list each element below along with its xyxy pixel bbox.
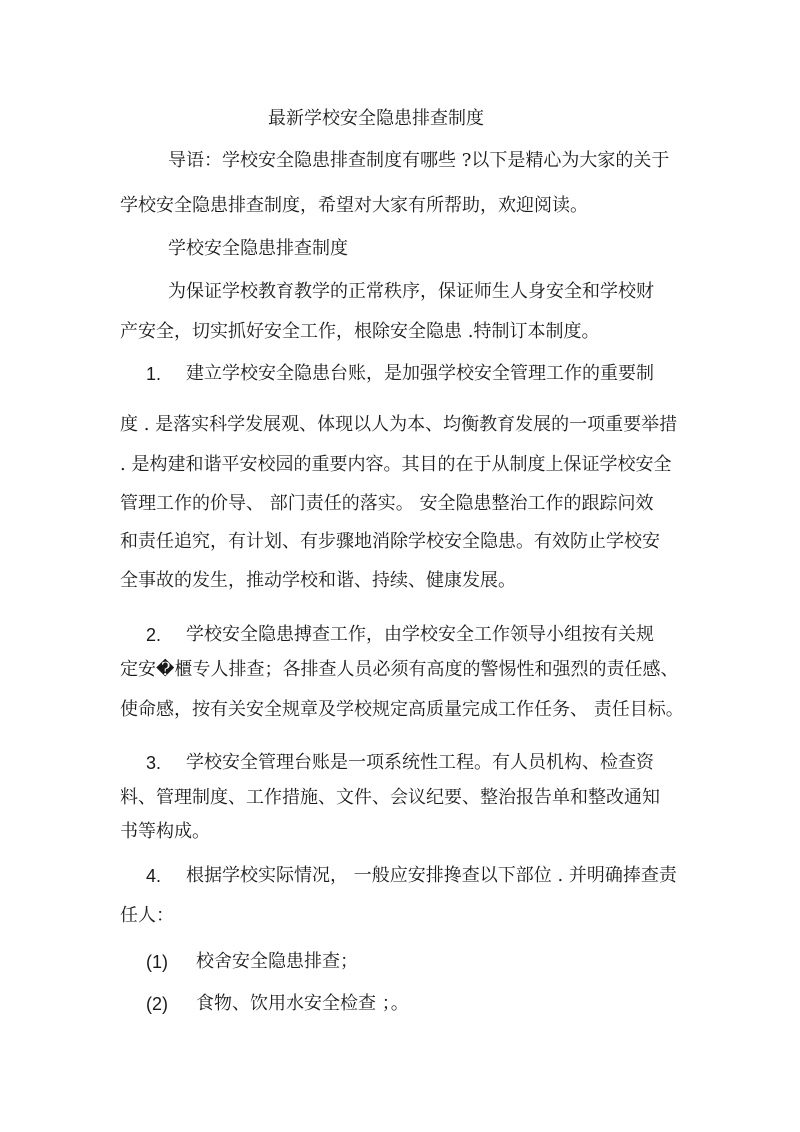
item-4-number: 4. [146,866,162,886]
intro-line-1: 导语：学校安全隐患排查制度有哪些 ?以下是精心为大家的关于 [168,150,670,171]
item-1-line-3: . 是构建和谐平安校园的重要内容。其目的在于从制度上保证学校安全 [120,454,672,475]
intro-line-2: 学校安全隐患排查制度，希望对大家有所帮助，欢迎阅读。 [120,195,588,216]
item-3-number: 3. [146,753,162,773]
item-3-line-1: 学校安全管理台账是一项系统性工程。有人员机构、检查资 [186,752,654,773]
item-1-line-4: 管理工作的价导、 部门责任的落实。 安全隐患整治工作的跟踪问效 [120,493,654,514]
section-subheading: 学校安全隐患排查制度 [168,238,348,259]
subitem-1-text: 校舍安全隐患排查； [196,951,358,972]
subitem-2-text: 食物、饮用水安全检查 ；。 [196,993,409,1014]
item-4-line-1: 根据学校实际情况， 一般应安排搀查以下部位 . 并明确捧查责 [186,865,677,886]
item-1-line-5: 和责任追究，有计划、有步骤地消除学校安全隐患。有效防止学校安 [120,531,660,552]
item-2-line-1: 学校安全隐患搏查工作，由学校安全工作领导小组按有关规 [186,624,654,645]
item-3-line-3: 书等构成。 [120,821,210,842]
item-4-line-2: 任人： [120,905,174,926]
subitem-2-number: (2) [146,994,168,1014]
item-1-line-2: 度 . 是落实科学发展观、体现以人为本、均衡教育发展的一项重要举措 [120,414,678,435]
item-2-number: 2. [146,625,162,645]
document-title: 最新学校安全隐患排查制度 [268,108,484,129]
preamble-line-1: 为保证学校教育教学的正常秩序，保证师生人身安全和学校财 [168,281,654,302]
item-1-line-6: 全事故的发生，推动学校和谐、持续、健康发展。 [120,570,516,591]
item-2-line-3: 使命感，按有关安全规章及学校规定高质量完成工作任务、 责任目标。 [120,699,684,720]
item-2-line-2: 定安�櫃专人排查；各排查人员必须有高度的警惕性和强烈的责任感、 [120,659,679,680]
item-1-line-1: 建立学校安全隐患台账，是加强学校安全管理工作的重要制 [186,363,654,384]
preamble-line-2: 产安全，切实抓好安全工作，根除安全隐患 .特制订本制度。 [120,321,600,342]
item-3-line-2: 料、管理制度、工作措施、文件、会议纪要、整治报告单和整改通知 [120,787,660,808]
subitem-1-number: (1) [146,952,168,972]
item-1-number: 1. [146,364,162,384]
